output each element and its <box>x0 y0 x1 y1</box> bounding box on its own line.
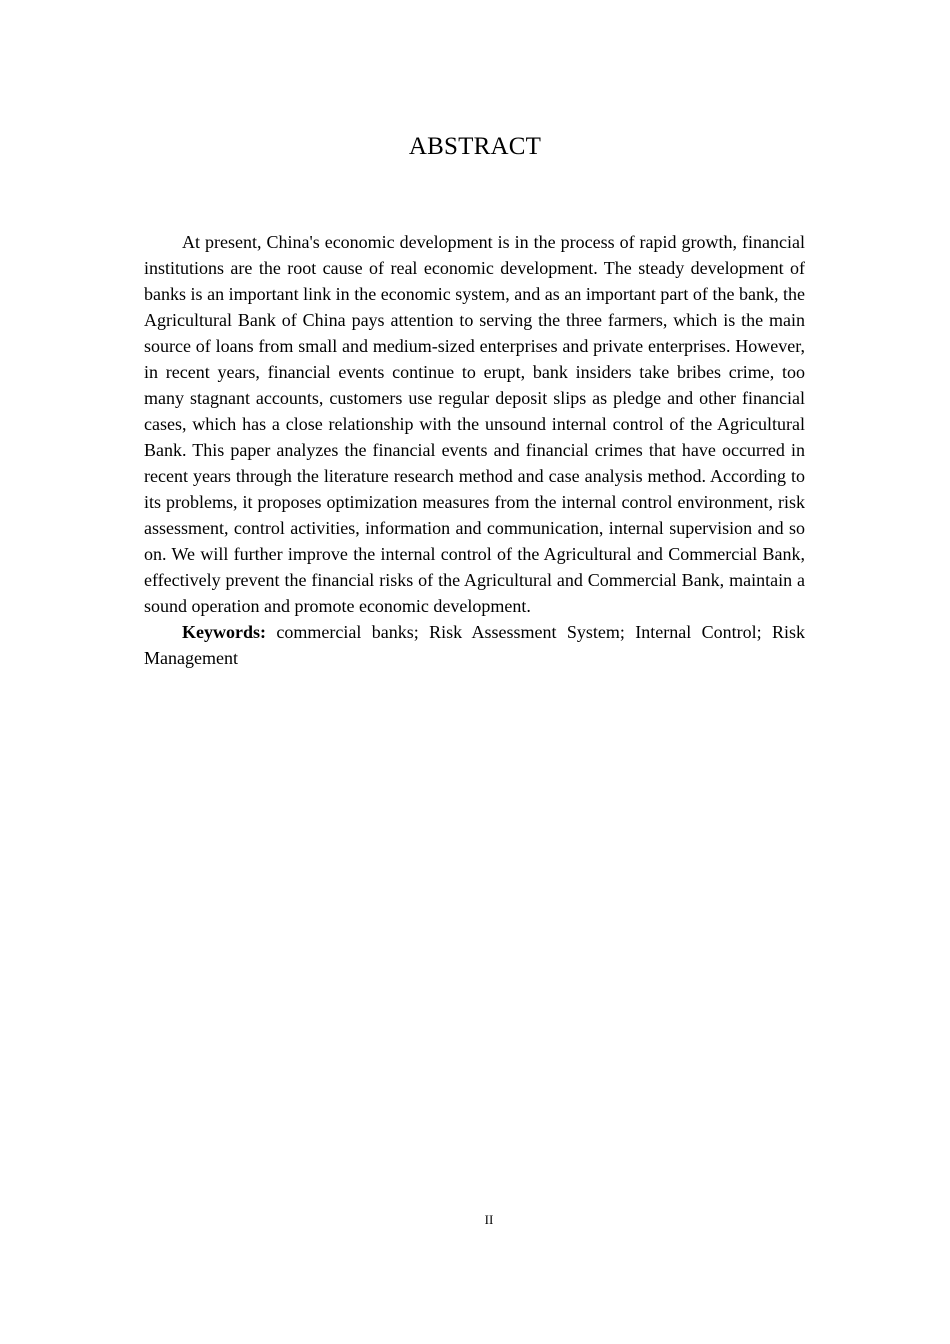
keywords-label: Keywords: <box>182 622 266 642</box>
keywords-line <box>144 619 805 671</box>
page-title: ABSTRACT <box>408 133 542 160</box>
abstract-paragraph: At present, China's economic development is in the process of rapid growth, financial institutions are the root cause of real economic development. The steady development of banks is an important link in the economic system, and as an important part of the bank, the Agricultural Bank of China pays attention to serving the three farmers, which is the main source of loans from small and medium-sized enterprises and private enterprises. However, in recent years, financial events continue to erupt, bank insiders take bribes crime, too many stagnant accounts, customers use regular deposit slips as pledge and other financial cases, which has a close relationship with the unsound internal control of the Agricultural Bank. This paper analyzes the financial events and financial crimes that have occurred in recent years through the literature research method and case analysis method. According to its problems, it proposes optimization measures from the internal control environment, risk assessment, control activities, information and communication, internal supervision and so on. We will further improve the internal control of the Agricultural and Commercial Bank, effectively prevent the financial risks of the Agricultural and Commercial Bank, maintain a sound operation and promote economic development. <box>144 232 805 616</box>
keywords-text: commercial banks; Risk Assessment System; Internal Control; Risk Management <box>144 622 805 668</box>
page-number: II <box>484 1212 494 1227</box>
abstract-body <box>144 229 805 671</box>
